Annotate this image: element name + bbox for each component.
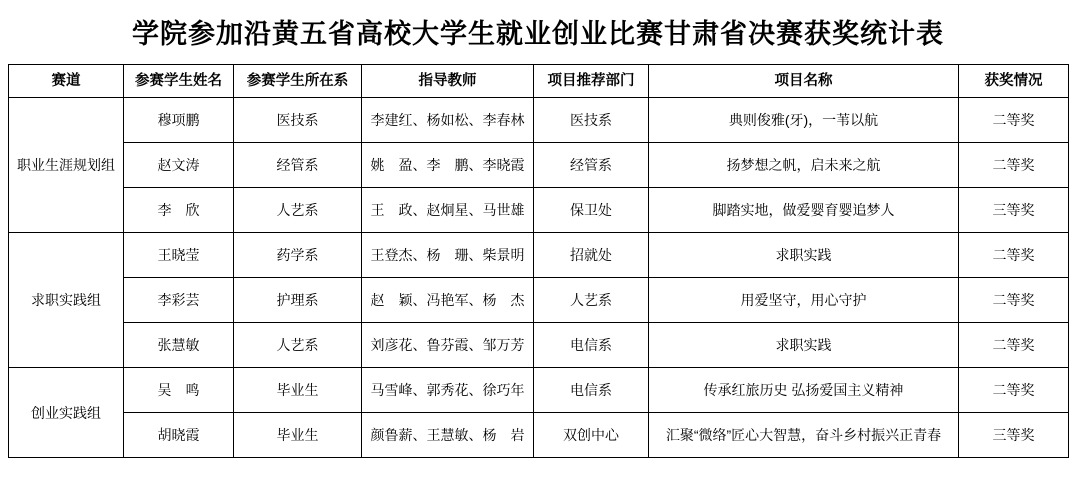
table-row bbox=[9, 368, 1069, 413]
recommending-unit-cell: 电信系 bbox=[534, 323, 649, 368]
advisor-cell: 王登杰、杨 珊、柴景明 bbox=[362, 233, 534, 278]
student-department-cell: 经管系 bbox=[234, 143, 362, 188]
student-department-cell: 医技系 bbox=[234, 98, 362, 143]
student-name-cell: 王晓莹 bbox=[124, 233, 234, 278]
table-body bbox=[9, 98, 1069, 458]
award-cell: 二等奖 bbox=[959, 323, 1069, 368]
project-name-cell: 求职实践 bbox=[649, 323, 959, 368]
student-department-cell: 护理系 bbox=[234, 278, 362, 323]
project-name-cell: 脚踏实地，做爱婴育婴追梦人 bbox=[649, 188, 959, 233]
award-cell: 二等奖 bbox=[959, 98, 1069, 143]
table-row bbox=[9, 413, 1069, 458]
student-department-cell: 人艺系 bbox=[234, 188, 362, 233]
student-department-cell: 毕业生 bbox=[234, 413, 362, 458]
column-header-recommending-unit: 项目推荐部门 bbox=[534, 65, 649, 98]
advisor-cell: 马雪峰、郭秀花、徐巧年 bbox=[362, 368, 534, 413]
table-row bbox=[9, 323, 1069, 368]
award-cell: 二等奖 bbox=[959, 233, 1069, 278]
track-cell: 求职实践组 bbox=[9, 233, 124, 368]
page-title: 学院参加沿黄五省高校大学生就业创业比赛甘肃省决赛获奖统计表 bbox=[132, 19, 944, 49]
table-header-row bbox=[9, 65, 1069, 98]
table-row bbox=[9, 233, 1069, 278]
table-row bbox=[9, 278, 1069, 323]
student-name-cell: 吴 鸣 bbox=[124, 368, 234, 413]
student-name-cell: 赵文涛 bbox=[124, 143, 234, 188]
award-cell: 三等奖 bbox=[959, 188, 1069, 233]
advisor-cell: 赵 颖、冯艳军、杨 杰 bbox=[362, 278, 534, 323]
project-name-cell: 求职实践 bbox=[649, 233, 959, 278]
project-name-cell: 用爱坚守，用心守护 bbox=[649, 278, 959, 323]
advisor-cell: 王 政、赵炯星、马世雄 bbox=[362, 188, 534, 233]
award-cell: 三等奖 bbox=[959, 413, 1069, 458]
recommending-unit-cell: 电信系 bbox=[534, 368, 649, 413]
award-cell: 二等奖 bbox=[959, 278, 1069, 323]
student-name-cell: 李 欣 bbox=[124, 188, 234, 233]
track-cell: 创业实践组 bbox=[9, 368, 124, 458]
student-department-cell: 毕业生 bbox=[234, 368, 362, 413]
student-name-cell: 李彩芸 bbox=[124, 278, 234, 323]
table-row bbox=[9, 98, 1069, 143]
column-header-student-department: 参赛学生所在系 bbox=[234, 65, 362, 98]
table-row bbox=[9, 188, 1069, 233]
recommending-unit-cell: 招就处 bbox=[534, 233, 649, 278]
column-header-student-name: 参赛学生姓名 bbox=[124, 65, 234, 98]
column-header-advisor: 指导教师 bbox=[362, 65, 534, 98]
student-department-cell: 人艺系 bbox=[234, 323, 362, 368]
project-name-cell: 扬梦想之帆，启未来之航 bbox=[649, 143, 959, 188]
advisor-cell: 颜鲁薪、王慧敏、杨 岩 bbox=[362, 413, 534, 458]
table-container bbox=[0, 64, 1076, 458]
recommending-unit-cell: 人艺系 bbox=[534, 278, 649, 323]
advisor-cell: 李建红、杨如松、李春林 bbox=[362, 98, 534, 143]
advisor-cell: 姚 盈、李 鹏、李晓霞 bbox=[362, 143, 534, 188]
recommending-unit-cell: 医技系 bbox=[534, 98, 649, 143]
award-cell: 二等奖 bbox=[959, 143, 1069, 188]
column-header-project-name: 项目名称 bbox=[649, 65, 959, 98]
student-department-cell: 药学系 bbox=[234, 233, 362, 278]
table-header bbox=[9, 65, 1069, 98]
table-row bbox=[9, 143, 1069, 188]
project-name-cell: 汇聚“微络”匠心大智慧，奋斗乡村振兴正青春 bbox=[649, 413, 959, 458]
project-name-cell: 典则俊雅(牙)，一苇以航 bbox=[649, 98, 959, 143]
column-header-award: 获奖情况 bbox=[959, 65, 1069, 98]
column-header-track: 赛道 bbox=[9, 65, 124, 98]
award-cell: 二等奖 bbox=[959, 368, 1069, 413]
project-name-cell: 传承红旅历史 弘扬爱国主义精神 bbox=[649, 368, 959, 413]
track-cell: 职业生涯规划组 bbox=[9, 98, 124, 233]
recommending-unit-cell: 双创中心 bbox=[534, 413, 649, 458]
student-name-cell: 穆项鹏 bbox=[124, 98, 234, 143]
student-name-cell: 胡晓霞 bbox=[124, 413, 234, 458]
award-statistics-table bbox=[8, 64, 1069, 458]
recommending-unit-cell: 经管系 bbox=[534, 143, 649, 188]
advisor-cell: 刘彦花、鲁芬霞、邹万芳 bbox=[362, 323, 534, 368]
recommending-unit-cell: 保卫处 bbox=[534, 188, 649, 233]
student-name-cell: 张慧敏 bbox=[124, 323, 234, 368]
